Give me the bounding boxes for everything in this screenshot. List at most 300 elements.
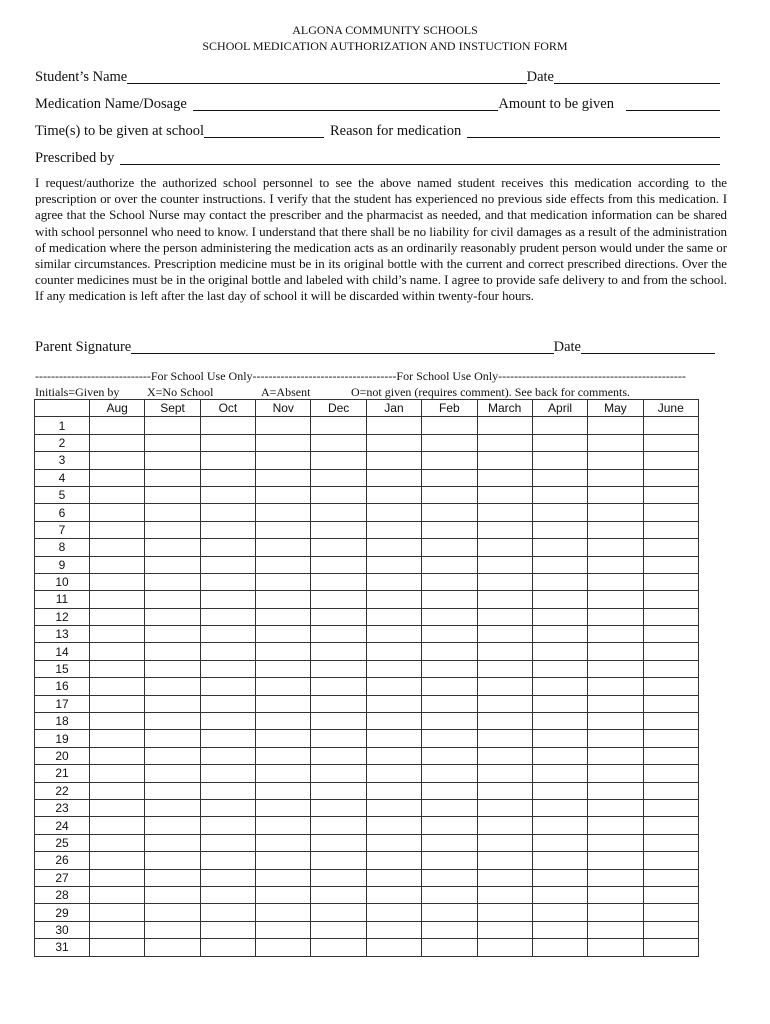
log-cell[interactable] bbox=[422, 834, 477, 851]
log-cell[interactable] bbox=[532, 799, 587, 816]
log-cell[interactable] bbox=[477, 713, 532, 730]
log-cell[interactable] bbox=[588, 817, 643, 834]
log-cell[interactable] bbox=[90, 939, 145, 956]
log-cell[interactable] bbox=[477, 434, 532, 451]
log-cell[interactable] bbox=[588, 556, 643, 573]
log-cell[interactable] bbox=[588, 469, 643, 486]
log-cell[interactable] bbox=[145, 521, 200, 538]
log-cell[interactable] bbox=[256, 782, 311, 799]
signature-date-line[interactable] bbox=[581, 339, 715, 354]
log-cell[interactable] bbox=[311, 869, 366, 886]
log-cell[interactable] bbox=[145, 939, 200, 956]
log-cell[interactable] bbox=[422, 643, 477, 660]
log-cell[interactable] bbox=[532, 921, 587, 938]
log-cell[interactable] bbox=[477, 591, 532, 608]
log-cell[interactable] bbox=[643, 765, 698, 782]
log-cell[interactable] bbox=[532, 695, 587, 712]
log-cell[interactable] bbox=[145, 730, 200, 747]
log-cell[interactable] bbox=[643, 434, 698, 451]
log-cell[interactable] bbox=[643, 504, 698, 521]
log-cell[interactable] bbox=[311, 782, 366, 799]
amount-line[interactable] bbox=[626, 96, 720, 111]
log-cell[interactable] bbox=[145, 678, 200, 695]
log-cell[interactable] bbox=[200, 730, 255, 747]
log-cell[interactable] bbox=[90, 678, 145, 695]
log-cell[interactable] bbox=[532, 886, 587, 903]
log-cell[interactable] bbox=[366, 660, 421, 677]
log-cell[interactable] bbox=[477, 486, 532, 503]
log-cell[interactable] bbox=[311, 417, 366, 434]
log-cell[interactable] bbox=[366, 434, 421, 451]
log-cell[interactable] bbox=[477, 886, 532, 903]
log-cell[interactable] bbox=[200, 591, 255, 608]
log-cell[interactable] bbox=[256, 504, 311, 521]
log-cell[interactable] bbox=[422, 747, 477, 764]
student-name-line[interactable] bbox=[127, 69, 526, 84]
log-cell[interactable] bbox=[532, 817, 587, 834]
log-cell[interactable] bbox=[422, 486, 477, 503]
log-cell[interactable] bbox=[643, 852, 698, 869]
log-cell[interactable] bbox=[200, 747, 255, 764]
log-cell[interactable] bbox=[366, 904, 421, 921]
log-cell[interactable] bbox=[643, 469, 698, 486]
log-cell[interactable] bbox=[200, 660, 255, 677]
log-cell[interactable] bbox=[477, 521, 532, 538]
log-cell[interactable] bbox=[366, 939, 421, 956]
log-cell[interactable] bbox=[200, 817, 255, 834]
log-cell[interactable] bbox=[643, 608, 698, 625]
log-cell[interactable] bbox=[422, 660, 477, 677]
log-cell[interactable] bbox=[588, 834, 643, 851]
log-cell[interactable] bbox=[311, 747, 366, 764]
log-cell[interactable] bbox=[588, 886, 643, 903]
reason-line[interactable] bbox=[467, 123, 720, 138]
log-cell[interactable] bbox=[588, 695, 643, 712]
log-cell[interactable] bbox=[311, 834, 366, 851]
log-cell[interactable] bbox=[588, 660, 643, 677]
log-cell[interactable] bbox=[311, 486, 366, 503]
log-cell[interactable] bbox=[366, 765, 421, 782]
log-cell[interactable] bbox=[422, 782, 477, 799]
log-cell[interactable] bbox=[90, 573, 145, 590]
log-cell[interactable] bbox=[311, 765, 366, 782]
log-cell[interactable] bbox=[90, 626, 145, 643]
log-cell[interactable] bbox=[311, 904, 366, 921]
log-cell[interactable] bbox=[311, 626, 366, 643]
log-cell[interactable] bbox=[145, 834, 200, 851]
log-cell[interactable] bbox=[588, 417, 643, 434]
log-cell[interactable] bbox=[256, 539, 311, 556]
log-cell[interactable] bbox=[422, 573, 477, 590]
log-cell[interactable] bbox=[200, 643, 255, 660]
log-cell[interactable] bbox=[643, 939, 698, 956]
log-cell[interactable] bbox=[422, 608, 477, 625]
log-cell[interactable] bbox=[588, 799, 643, 816]
log-cell[interactable] bbox=[311, 643, 366, 660]
log-cell[interactable] bbox=[311, 817, 366, 834]
log-cell[interactable] bbox=[588, 626, 643, 643]
log-cell[interactable] bbox=[366, 782, 421, 799]
log-cell[interactable] bbox=[477, 921, 532, 938]
log-cell[interactable] bbox=[256, 452, 311, 469]
log-cell[interactable] bbox=[422, 521, 477, 538]
log-cell[interactable] bbox=[477, 747, 532, 764]
log-cell[interactable] bbox=[145, 591, 200, 608]
log-cell[interactable] bbox=[145, 556, 200, 573]
log-cell[interactable] bbox=[588, 782, 643, 799]
log-cell[interactable] bbox=[366, 886, 421, 903]
log-cell[interactable] bbox=[422, 591, 477, 608]
parent-signature-line[interactable] bbox=[131, 339, 553, 354]
log-cell[interactable] bbox=[477, 556, 532, 573]
log-cell[interactable] bbox=[200, 434, 255, 451]
log-cell[interactable] bbox=[643, 817, 698, 834]
log-cell[interactable] bbox=[90, 504, 145, 521]
log-cell[interactable] bbox=[588, 713, 643, 730]
log-cell[interactable] bbox=[200, 782, 255, 799]
log-cell[interactable] bbox=[366, 747, 421, 764]
log-cell[interactable] bbox=[200, 504, 255, 521]
log-cell[interactable] bbox=[532, 852, 587, 869]
log-cell[interactable] bbox=[311, 469, 366, 486]
log-cell[interactable] bbox=[422, 452, 477, 469]
log-cell[interactable] bbox=[256, 765, 311, 782]
log-cell[interactable] bbox=[90, 817, 145, 834]
log-cell[interactable] bbox=[200, 834, 255, 851]
log-cell[interactable] bbox=[311, 939, 366, 956]
log-cell[interactable] bbox=[256, 939, 311, 956]
log-cell[interactable] bbox=[643, 782, 698, 799]
log-cell[interactable] bbox=[422, 469, 477, 486]
log-cell[interactable] bbox=[311, 521, 366, 538]
log-cell[interactable] bbox=[256, 695, 311, 712]
log-cell[interactable] bbox=[588, 434, 643, 451]
log-cell[interactable] bbox=[90, 886, 145, 903]
log-cell[interactable] bbox=[477, 869, 532, 886]
log-cell[interactable] bbox=[366, 817, 421, 834]
log-cell[interactable] bbox=[256, 660, 311, 677]
log-cell[interactable] bbox=[422, 539, 477, 556]
log-cell[interactable] bbox=[588, 765, 643, 782]
log-cell[interactable] bbox=[366, 852, 421, 869]
log-cell[interactable] bbox=[90, 486, 145, 503]
log-cell[interactable] bbox=[256, 486, 311, 503]
log-cell[interactable] bbox=[256, 921, 311, 938]
log-cell[interactable] bbox=[532, 678, 587, 695]
log-cell[interactable] bbox=[145, 660, 200, 677]
log-cell[interactable] bbox=[366, 695, 421, 712]
log-cell[interactable] bbox=[422, 852, 477, 869]
log-cell[interactable] bbox=[366, 869, 421, 886]
log-cell[interactable] bbox=[256, 556, 311, 573]
log-cell[interactable] bbox=[588, 643, 643, 660]
log-cell[interactable] bbox=[145, 434, 200, 451]
log-cell[interactable] bbox=[145, 695, 200, 712]
log-cell[interactable] bbox=[256, 747, 311, 764]
log-cell[interactable] bbox=[200, 799, 255, 816]
log-cell[interactable] bbox=[200, 939, 255, 956]
log-cell[interactable] bbox=[477, 452, 532, 469]
log-cell[interactable] bbox=[422, 730, 477, 747]
log-cell[interactable] bbox=[256, 434, 311, 451]
log-cell[interactable] bbox=[477, 573, 532, 590]
log-cell[interactable] bbox=[643, 678, 698, 695]
log-cell[interactable] bbox=[311, 660, 366, 677]
log-cell[interactable] bbox=[532, 713, 587, 730]
log-cell[interactable] bbox=[422, 556, 477, 573]
log-cell[interactable] bbox=[643, 747, 698, 764]
log-cell[interactable] bbox=[477, 678, 532, 695]
log-cell[interactable] bbox=[422, 904, 477, 921]
log-cell[interactable] bbox=[366, 678, 421, 695]
log-cell[interactable] bbox=[311, 504, 366, 521]
log-cell[interactable] bbox=[311, 556, 366, 573]
log-cell[interactable] bbox=[477, 660, 532, 677]
log-cell[interactable] bbox=[145, 904, 200, 921]
log-cell[interactable] bbox=[422, 921, 477, 938]
log-cell[interactable] bbox=[366, 626, 421, 643]
log-cell[interactable] bbox=[532, 730, 587, 747]
log-cell[interactable] bbox=[532, 521, 587, 538]
log-cell[interactable] bbox=[643, 626, 698, 643]
log-cell[interactable] bbox=[200, 573, 255, 590]
log-cell[interactable] bbox=[145, 886, 200, 903]
log-cell[interactable] bbox=[366, 452, 421, 469]
log-cell[interactable] bbox=[477, 469, 532, 486]
prescribed-by-line[interactable] bbox=[120, 150, 720, 165]
log-cell[interactable] bbox=[532, 904, 587, 921]
log-cell[interactable] bbox=[422, 869, 477, 886]
log-cell[interactable] bbox=[256, 521, 311, 538]
log-cell[interactable] bbox=[145, 921, 200, 938]
log-cell[interactable] bbox=[588, 539, 643, 556]
log-cell[interactable] bbox=[643, 730, 698, 747]
log-cell[interactable] bbox=[145, 452, 200, 469]
log-cell[interactable] bbox=[532, 486, 587, 503]
log-cell[interactable] bbox=[532, 591, 587, 608]
log-cell[interactable] bbox=[256, 869, 311, 886]
log-cell[interactable] bbox=[200, 921, 255, 938]
log-cell[interactable] bbox=[311, 591, 366, 608]
log-cell[interactable] bbox=[256, 643, 311, 660]
times-line[interactable] bbox=[204, 123, 324, 138]
log-cell[interactable] bbox=[643, 921, 698, 938]
log-cell[interactable] bbox=[200, 469, 255, 486]
log-cell[interactable] bbox=[422, 678, 477, 695]
log-cell[interactable] bbox=[90, 834, 145, 851]
log-cell[interactable] bbox=[643, 452, 698, 469]
log-cell[interactable] bbox=[532, 539, 587, 556]
log-cell[interactable] bbox=[145, 782, 200, 799]
log-cell[interactable] bbox=[422, 939, 477, 956]
log-cell[interactable] bbox=[532, 573, 587, 590]
log-cell[interactable] bbox=[145, 869, 200, 886]
log-cell[interactable] bbox=[643, 834, 698, 851]
log-cell[interactable] bbox=[311, 608, 366, 625]
log-cell[interactable] bbox=[90, 539, 145, 556]
log-cell[interactable] bbox=[90, 730, 145, 747]
log-cell[interactable] bbox=[200, 417, 255, 434]
log-cell[interactable] bbox=[643, 643, 698, 660]
log-cell[interactable] bbox=[200, 521, 255, 538]
log-cell[interactable] bbox=[532, 869, 587, 886]
log-cell[interactable] bbox=[477, 626, 532, 643]
log-cell[interactable] bbox=[311, 921, 366, 938]
log-cell[interactable] bbox=[256, 469, 311, 486]
log-cell[interactable] bbox=[477, 643, 532, 660]
log-cell[interactable] bbox=[422, 434, 477, 451]
log-cell[interactable] bbox=[366, 486, 421, 503]
log-cell[interactable] bbox=[90, 591, 145, 608]
log-cell[interactable] bbox=[311, 730, 366, 747]
log-cell[interactable] bbox=[145, 504, 200, 521]
log-cell[interactable] bbox=[643, 556, 698, 573]
log-cell[interactable] bbox=[90, 904, 145, 921]
log-cell[interactable] bbox=[588, 678, 643, 695]
log-cell[interactable] bbox=[200, 765, 255, 782]
log-cell[interactable] bbox=[477, 730, 532, 747]
log-cell[interactable] bbox=[477, 608, 532, 625]
log-cell[interactable] bbox=[422, 417, 477, 434]
log-cell[interactable] bbox=[90, 869, 145, 886]
log-cell[interactable] bbox=[643, 799, 698, 816]
log-cell[interactable] bbox=[477, 539, 532, 556]
log-cell[interactable] bbox=[643, 417, 698, 434]
log-cell[interactable] bbox=[588, 591, 643, 608]
log-cell[interactable] bbox=[477, 904, 532, 921]
log-cell[interactable] bbox=[311, 713, 366, 730]
log-cell[interactable] bbox=[200, 852, 255, 869]
log-cell[interactable] bbox=[200, 713, 255, 730]
log-cell[interactable] bbox=[145, 469, 200, 486]
log-cell[interactable] bbox=[145, 747, 200, 764]
log-cell[interactable] bbox=[366, 469, 421, 486]
log-cell[interactable] bbox=[145, 799, 200, 816]
log-cell[interactable] bbox=[588, 921, 643, 938]
log-cell[interactable] bbox=[90, 417, 145, 434]
log-cell[interactable] bbox=[588, 452, 643, 469]
log-cell[interactable] bbox=[256, 799, 311, 816]
log-cell[interactable] bbox=[588, 869, 643, 886]
log-cell[interactable] bbox=[643, 713, 698, 730]
log-cell[interactable] bbox=[532, 660, 587, 677]
log-cell[interactable] bbox=[145, 817, 200, 834]
log-cell[interactable] bbox=[311, 539, 366, 556]
log-cell[interactable] bbox=[90, 434, 145, 451]
log-cell[interactable] bbox=[532, 747, 587, 764]
log-cell[interactable] bbox=[366, 730, 421, 747]
log-cell[interactable] bbox=[90, 469, 145, 486]
log-cell[interactable] bbox=[643, 539, 698, 556]
log-cell[interactable] bbox=[477, 765, 532, 782]
log-cell[interactable] bbox=[422, 817, 477, 834]
log-cell[interactable] bbox=[588, 504, 643, 521]
log-cell[interactable] bbox=[256, 730, 311, 747]
log-cell[interactable] bbox=[532, 556, 587, 573]
log-cell[interactable] bbox=[90, 608, 145, 625]
log-cell[interactable] bbox=[532, 765, 587, 782]
log-cell[interactable] bbox=[200, 556, 255, 573]
log-cell[interactable] bbox=[532, 608, 587, 625]
log-cell[interactable] bbox=[477, 417, 532, 434]
log-cell[interactable] bbox=[256, 626, 311, 643]
log-cell[interactable] bbox=[422, 799, 477, 816]
log-cell[interactable] bbox=[90, 713, 145, 730]
log-cell[interactable] bbox=[477, 782, 532, 799]
log-cell[interactable] bbox=[145, 573, 200, 590]
log-cell[interactable] bbox=[588, 730, 643, 747]
log-cell[interactable] bbox=[366, 573, 421, 590]
log-cell[interactable] bbox=[643, 660, 698, 677]
log-cell[interactable] bbox=[145, 486, 200, 503]
log-cell[interactable] bbox=[200, 608, 255, 625]
log-cell[interactable] bbox=[588, 608, 643, 625]
log-cell[interactable] bbox=[643, 573, 698, 590]
log-cell[interactable] bbox=[256, 904, 311, 921]
log-cell[interactable] bbox=[145, 765, 200, 782]
log-cell[interactable] bbox=[477, 817, 532, 834]
log-cell[interactable] bbox=[532, 452, 587, 469]
log-cell[interactable] bbox=[588, 486, 643, 503]
log-cell[interactable] bbox=[145, 852, 200, 869]
log-cell[interactable] bbox=[366, 504, 421, 521]
log-cell[interactable] bbox=[422, 713, 477, 730]
log-cell[interactable] bbox=[422, 886, 477, 903]
log-cell[interactable] bbox=[311, 434, 366, 451]
log-cell[interactable] bbox=[366, 713, 421, 730]
log-cell[interactable] bbox=[311, 452, 366, 469]
log-cell[interactable] bbox=[90, 921, 145, 938]
log-cell[interactable] bbox=[311, 573, 366, 590]
log-cell[interactable] bbox=[366, 921, 421, 938]
log-cell[interactable] bbox=[256, 834, 311, 851]
log-cell[interactable] bbox=[200, 626, 255, 643]
log-cell[interactable] bbox=[256, 886, 311, 903]
log-cell[interactable] bbox=[200, 695, 255, 712]
log-cell[interactable] bbox=[145, 713, 200, 730]
log-cell[interactable] bbox=[588, 521, 643, 538]
log-cell[interactable] bbox=[366, 556, 421, 573]
log-cell[interactable] bbox=[532, 834, 587, 851]
log-cell[interactable] bbox=[643, 886, 698, 903]
date-line[interactable] bbox=[554, 69, 720, 84]
log-cell[interactable] bbox=[90, 747, 145, 764]
log-cell[interactable] bbox=[366, 591, 421, 608]
log-cell[interactable] bbox=[256, 678, 311, 695]
log-cell[interactable] bbox=[532, 782, 587, 799]
log-cell[interactable] bbox=[532, 417, 587, 434]
log-cell[interactable] bbox=[200, 539, 255, 556]
log-cell[interactable] bbox=[422, 504, 477, 521]
log-cell[interactable] bbox=[90, 765, 145, 782]
log-cell[interactable] bbox=[256, 417, 311, 434]
log-cell[interactable] bbox=[366, 417, 421, 434]
log-cell[interactable] bbox=[256, 591, 311, 608]
log-cell[interactable] bbox=[256, 817, 311, 834]
log-cell[interactable] bbox=[477, 939, 532, 956]
log-cell[interactable] bbox=[477, 695, 532, 712]
log-cell[interactable] bbox=[422, 765, 477, 782]
log-cell[interactable] bbox=[366, 643, 421, 660]
log-cell[interactable] bbox=[588, 852, 643, 869]
log-cell[interactable] bbox=[643, 486, 698, 503]
log-cell[interactable] bbox=[477, 504, 532, 521]
log-cell[interactable] bbox=[366, 608, 421, 625]
log-cell[interactable] bbox=[311, 886, 366, 903]
log-cell[interactable] bbox=[532, 434, 587, 451]
log-cell[interactable] bbox=[532, 643, 587, 660]
log-cell[interactable] bbox=[366, 834, 421, 851]
